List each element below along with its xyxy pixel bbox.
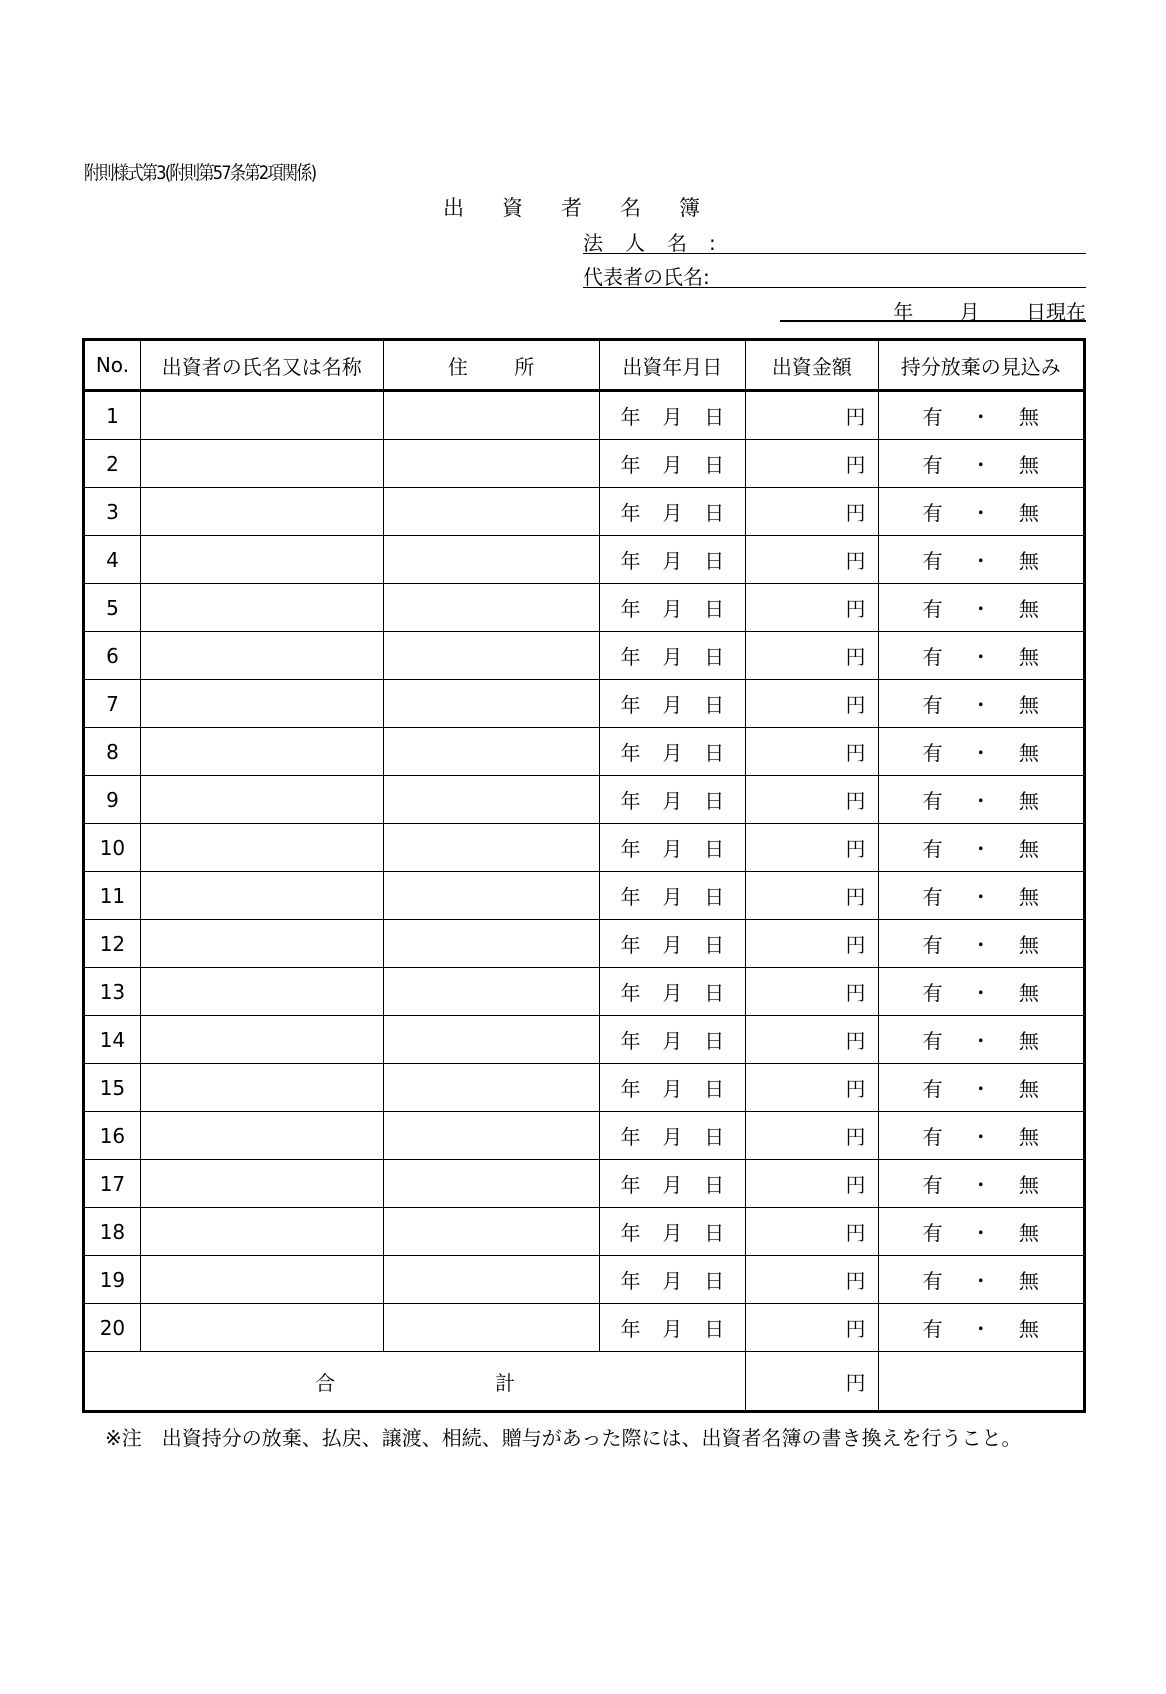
waiver-cell[interactable] (878, 776, 1085, 824)
page-title: 出資者名簿 (443, 196, 738, 220)
year-unit: 年 (620, 1317, 641, 1341)
waiver-no[interactable]: 無 (1018, 501, 1039, 525)
date-cell[interactable] (599, 680, 746, 728)
month-unit: 月 (662, 405, 683, 429)
year-unit: 年 (620, 645, 641, 669)
waiver-yes[interactable]: 有 (922, 837, 943, 861)
day-unit: 日 (704, 1317, 725, 1341)
as-of-year: 年 (893, 300, 914, 324)
waiver-no[interactable]: 無 (1018, 837, 1039, 861)
month-unit: 月 (662, 597, 683, 621)
year-unit: 年 (620, 405, 641, 429)
header-amount: 出資金額 (746, 340, 878, 391)
date-cell[interactable] (599, 1064, 746, 1112)
month-unit: 月 (662, 741, 683, 765)
date-cell[interactable] (599, 776, 746, 824)
waiver-cell[interactable] (878, 680, 1085, 728)
year-unit: 年 (620, 933, 641, 957)
waiver-no[interactable]: 無 (1018, 1173, 1039, 1197)
date-cell[interactable] (599, 1304, 746, 1352)
waiver-no[interactable]: 無 (1018, 1317, 1039, 1341)
address-cell[interactable] (383, 1304, 599, 1352)
date-cell[interactable] (599, 584, 746, 632)
date-cell[interactable] (599, 1208, 746, 1256)
month-unit: 月 (662, 933, 683, 957)
address-cell[interactable] (383, 824, 599, 872)
table-row (84, 920, 1085, 968)
waiver-cell[interactable] (878, 1304, 1085, 1352)
address-cell[interactable] (383, 1208, 599, 1256)
row-number: 2 (84, 440, 141, 488)
investor-name-cell[interactable] (140, 1304, 383, 1352)
day-unit: 日 (704, 933, 725, 957)
waiver-no[interactable]: 無 (1018, 1269, 1039, 1293)
waiver-separator: ・ (970, 597, 991, 621)
investor-name-cell[interactable] (140, 1256, 383, 1304)
year-unit: 年 (620, 1221, 641, 1245)
address-cell[interactable] (383, 440, 599, 488)
month-unit: 月 (662, 885, 683, 909)
year-unit: 年 (620, 1029, 641, 1053)
month-unit: 月 (662, 1125, 683, 1149)
investor-name-cell[interactable] (140, 1112, 383, 1160)
total-waiver-cell (878, 1352, 1085, 1412)
table-row (84, 391, 1085, 440)
waiver-yes[interactable]: 有 (922, 1269, 943, 1293)
waiver-no[interactable]: 無 (1018, 885, 1039, 909)
year-unit: 年 (620, 981, 641, 1005)
address-cell[interactable] (383, 584, 599, 632)
amount-cell[interactable]: 円 (746, 1016, 878, 1064)
day-unit: 日 (704, 1221, 725, 1245)
table-header-row (84, 340, 1085, 391)
waiver-separator: ・ (970, 1125, 991, 1149)
waiver-yes[interactable]: 有 (922, 1317, 943, 1341)
date-cell[interactable] (599, 728, 746, 776)
waiver-separator: ・ (970, 933, 991, 957)
waiver-cell[interactable] (878, 1208, 1085, 1256)
amount-cell[interactable]: 円 (746, 632, 878, 680)
waiver-separator: ・ (970, 1269, 991, 1293)
waiver-cell[interactable] (878, 824, 1085, 872)
waiver-no[interactable]: 無 (1018, 453, 1039, 477)
waiver-separator: ・ (970, 981, 991, 1005)
day-unit: 日 (704, 597, 725, 621)
waiver-separator: ・ (970, 405, 991, 429)
table-row (84, 1112, 1085, 1160)
date-cell[interactable] (599, 632, 746, 680)
amount-cell[interactable]: 円 (746, 680, 878, 728)
row-number: 8 (84, 728, 141, 776)
address-cell[interactable] (383, 968, 599, 1016)
date-cell[interactable] (599, 1016, 746, 1064)
waiver-no[interactable]: 無 (1018, 1077, 1039, 1101)
amount-cell[interactable]: 円 (746, 920, 878, 968)
waiver-separator: ・ (970, 501, 991, 525)
month-unit: 月 (662, 645, 683, 669)
amount-cell[interactable]: 円 (746, 1256, 878, 1304)
waiver-separator: ・ (970, 1077, 991, 1101)
header-no: No. (84, 340, 141, 391)
amount-cell[interactable]: 円 (746, 488, 878, 536)
year-unit: 年 (620, 1173, 641, 1197)
date-cell[interactable] (599, 536, 746, 584)
investor-name-cell[interactable] (140, 391, 383, 440)
date-cell[interactable] (599, 440, 746, 488)
investor-name-cell[interactable] (140, 536, 383, 584)
day-unit: 日 (704, 1077, 725, 1101)
investor-name-cell[interactable] (140, 1016, 383, 1064)
waiver-no[interactable]: 無 (1018, 597, 1039, 621)
waiver-cell[interactable] (878, 872, 1085, 920)
waiver-yes[interactable]: 有 (922, 405, 943, 429)
waiver-no[interactable]: 無 (1018, 933, 1039, 957)
investor-name-cell[interactable] (140, 1208, 383, 1256)
waiver-cell[interactable] (878, 488, 1085, 536)
investor-name-cell[interactable] (140, 680, 383, 728)
waiver-no[interactable]: 無 (1018, 1029, 1039, 1053)
table-row (84, 1064, 1085, 1112)
waiver-separator: ・ (970, 1029, 991, 1053)
waiver-yes[interactable]: 有 (922, 501, 943, 525)
waiver-separator: ・ (970, 645, 991, 669)
footnote: ※注 出資持分の放棄、払戻、譲渡、相続、贈与があった際には、出資者名簿の書き換えを行うこと。 (105, 1426, 1022, 1450)
address-cell[interactable] (383, 920, 599, 968)
waiver-yes[interactable]: 有 (922, 549, 943, 573)
investor-register-table (82, 338, 1086, 1413)
month-unit: 月 (662, 1077, 683, 1101)
date-cell[interactable] (599, 488, 746, 536)
row-number: 13 (84, 968, 141, 1016)
waiver-yes[interactable]: 有 (922, 1173, 943, 1197)
waiver-separator: ・ (970, 1173, 991, 1197)
waiver-separator: ・ (970, 453, 991, 477)
address-cell[interactable] (383, 1064, 599, 1112)
row-number: 14 (84, 1016, 141, 1064)
investor-name-cell[interactable] (140, 440, 383, 488)
year-unit: 年 (620, 1125, 641, 1149)
address-cell[interactable] (383, 632, 599, 680)
address-cell[interactable] (383, 1112, 599, 1160)
table-row (84, 632, 1085, 680)
waiver-cell[interactable] (878, 1016, 1085, 1064)
amount-cell[interactable]: 円 (746, 1208, 878, 1256)
row-number: 4 (84, 536, 141, 584)
investor-name-cell[interactable] (140, 920, 383, 968)
waiver-yes[interactable]: 有 (922, 741, 943, 765)
month-unit: 月 (662, 837, 683, 861)
day-unit: 日 (704, 885, 725, 909)
address-cell[interactable] (383, 776, 599, 824)
waiver-yes[interactable]: 有 (922, 693, 943, 717)
table-row (84, 440, 1085, 488)
investor-name-cell[interactable] (140, 632, 383, 680)
waiver-no[interactable]: 無 (1018, 549, 1039, 573)
month-unit: 月 (662, 501, 683, 525)
row-number: 11 (84, 872, 141, 920)
row-number: 9 (84, 776, 141, 824)
day-unit: 日 (704, 501, 725, 525)
waiver-yes[interactable]: 有 (922, 885, 943, 909)
waiver-separator: ・ (970, 693, 991, 717)
waiver-separator: ・ (970, 1317, 991, 1341)
year-unit: 年 (620, 741, 641, 765)
month-unit: 月 (662, 1269, 683, 1293)
year-unit: 年 (620, 597, 641, 621)
waiver-cell[interactable] (878, 1064, 1085, 1112)
representative-name-label: 代表者の氏名: (583, 265, 710, 289)
as-of-date-field[interactable] (780, 296, 1086, 322)
amount-cell[interactable]: 円 (746, 391, 878, 440)
address-cell[interactable] (383, 872, 599, 920)
table-row (84, 824, 1085, 872)
waiver-no[interactable]: 無 (1018, 981, 1039, 1005)
waiver-yes[interactable]: 有 (922, 597, 943, 621)
day-unit: 日 (704, 405, 725, 429)
waiver-yes[interactable]: 有 (922, 981, 943, 1005)
date-cell[interactable] (599, 920, 746, 968)
waiver-no[interactable]: 無 (1018, 741, 1039, 765)
investor-name-cell[interactable] (140, 584, 383, 632)
day-unit: 日 (704, 453, 725, 477)
waiver-yes[interactable]: 有 (922, 789, 943, 813)
amount-cell[interactable]: 円 (746, 440, 878, 488)
day-unit: 日 (704, 1173, 725, 1197)
month-unit: 月 (662, 549, 683, 573)
address-cell[interactable] (383, 536, 599, 584)
year-unit: 年 (620, 693, 641, 717)
waiver-separator: ・ (970, 837, 991, 861)
row-number: 16 (84, 1112, 141, 1160)
waiver-no[interactable]: 無 (1018, 693, 1039, 717)
amount-cell[interactable]: 円 (746, 1112, 878, 1160)
day-unit: 日 (704, 693, 725, 717)
table-row (84, 872, 1085, 920)
address-cell[interactable] (383, 680, 599, 728)
header-waiver: 持分放棄の見込み (878, 340, 1085, 391)
amount-cell[interactable]: 円 (746, 728, 878, 776)
waiver-no[interactable]: 無 (1018, 645, 1039, 669)
investor-name-cell[interactable] (140, 872, 383, 920)
date-cell[interactable] (599, 1256, 746, 1304)
day-unit: 日 (704, 981, 725, 1005)
table-row (84, 728, 1085, 776)
waiver-yes[interactable]: 有 (922, 645, 943, 669)
amount-cell[interactable]: 円 (746, 1064, 878, 1112)
waiver-yes[interactable]: 有 (922, 453, 943, 477)
month-unit: 月 (662, 693, 683, 717)
investor-name-cell[interactable] (140, 728, 383, 776)
year-unit: 年 (620, 1077, 641, 1101)
total-row (84, 1352, 1085, 1412)
year-unit: 年 (620, 837, 641, 861)
waiver-yes[interactable]: 有 (922, 1029, 943, 1053)
address-cell[interactable] (383, 488, 599, 536)
corporation-name-field[interactable] (583, 227, 1086, 254)
representative-name-field[interactable] (583, 261, 1086, 288)
day-unit: 日 (704, 1269, 725, 1293)
form-reference: 附則様式第3(附則第57条第2項関係) (84, 162, 316, 184)
year-unit: 年 (620, 549, 641, 573)
waiver-cell[interactable] (878, 968, 1085, 1016)
row-number: 17 (84, 1160, 141, 1208)
corporation-name-label: 法人名: (583, 231, 738, 255)
address-cell[interactable] (383, 728, 599, 776)
row-number: 7 (84, 680, 141, 728)
date-cell[interactable] (599, 968, 746, 1016)
month-unit: 月 (662, 1173, 683, 1197)
waiver-cell[interactable] (878, 632, 1085, 680)
table-row (84, 1256, 1085, 1304)
row-number: 20 (84, 1304, 141, 1352)
table-row (84, 1160, 1085, 1208)
day-unit: 日 (704, 549, 725, 573)
row-number: 6 (84, 632, 141, 680)
table-row (84, 680, 1085, 728)
investor-name-cell[interactable] (140, 776, 383, 824)
waiver-yes[interactable]: 有 (922, 1077, 943, 1101)
day-unit: 日 (704, 837, 725, 861)
header-date: 出資年月日 (599, 340, 746, 391)
waiver-cell[interactable] (878, 584, 1085, 632)
investor-name-cell[interactable] (140, 488, 383, 536)
investor-name-cell[interactable] (140, 824, 383, 872)
table-row (84, 1208, 1085, 1256)
total-label-2: 計 (495, 1370, 516, 1395)
header-address: 住 所 (383, 340, 599, 391)
waiver-separator: ・ (970, 885, 991, 909)
month-unit: 月 (662, 789, 683, 813)
address-cell[interactable] (383, 1160, 599, 1208)
amount-cell[interactable]: 円 (746, 536, 878, 584)
waiver-cell[interactable] (878, 1256, 1085, 1304)
day-unit: 日 (704, 1029, 725, 1053)
year-unit: 年 (620, 501, 641, 525)
date-cell[interactable] (599, 872, 746, 920)
amount-cell[interactable]: 円 (746, 872, 878, 920)
waiver-cell[interactable] (878, 391, 1085, 440)
day-unit: 日 (704, 1125, 725, 1149)
investor-name-cell[interactable] (140, 968, 383, 1016)
waiver-separator: ・ (970, 1221, 991, 1245)
month-unit: 月 (662, 981, 683, 1005)
row-number: 15 (84, 1064, 141, 1112)
total-amount-cell[interactable]: 円 (746, 1352, 878, 1412)
investor-name-cell[interactable] (140, 1160, 383, 1208)
date-cell[interactable] (599, 391, 746, 440)
total-label-1: 合 (315, 1370, 336, 1395)
amount-cell[interactable]: 円 (746, 824, 878, 872)
investor-name-cell[interactable] (140, 1064, 383, 1112)
row-number: 12 (84, 920, 141, 968)
day-unit: 日 (704, 645, 725, 669)
amount-cell[interactable]: 円 (746, 1304, 878, 1352)
as-of-month: 月 (959, 300, 980, 324)
month-unit: 月 (662, 1029, 683, 1053)
address-cell[interactable] (383, 391, 599, 440)
waiver-cell[interactable] (878, 1112, 1085, 1160)
waiver-separator: ・ (970, 741, 991, 765)
table-row (84, 584, 1085, 632)
year-unit: 年 (620, 1269, 641, 1293)
amount-cell[interactable]: 円 (746, 968, 878, 1016)
header-name: 出資者の氏名又は名称 (140, 340, 383, 391)
row-number: 10 (84, 824, 141, 872)
table-row (84, 776, 1085, 824)
waiver-no[interactable]: 無 (1018, 1221, 1039, 1245)
row-number: 19 (84, 1256, 141, 1304)
table-row (84, 1304, 1085, 1352)
waiver-yes[interactable]: 有 (922, 933, 943, 957)
row-number: 3 (84, 488, 141, 536)
year-unit: 年 (620, 789, 641, 813)
table-row (84, 968, 1085, 1016)
row-number: 5 (84, 584, 141, 632)
waiver-cell[interactable] (878, 1160, 1085, 1208)
row-number: 18 (84, 1208, 141, 1256)
day-unit: 日 (704, 741, 725, 765)
amount-cell[interactable]: 円 (746, 1160, 878, 1208)
date-cell[interactable] (599, 824, 746, 872)
waiver-no[interactable]: 無 (1018, 1125, 1039, 1149)
month-unit: 月 (662, 453, 683, 477)
waiver-cell[interactable] (878, 536, 1085, 584)
day-unit: 日 (704, 789, 725, 813)
waiver-no[interactable]: 無 (1018, 405, 1039, 429)
month-unit: 月 (662, 1317, 683, 1341)
date-cell[interactable] (599, 1112, 746, 1160)
amount-cell[interactable]: 円 (746, 776, 878, 824)
address-cell[interactable] (383, 1016, 599, 1064)
table-row (84, 488, 1085, 536)
waiver-cell[interactable] (878, 440, 1085, 488)
as-of-day: 日現在 (1026, 300, 1086, 324)
waiver-separator: ・ (970, 549, 991, 573)
month-unit: 月 (662, 1221, 683, 1245)
waiver-separator: ・ (970, 789, 991, 813)
amount-cell[interactable]: 円 (746, 584, 878, 632)
total-label-cell (84, 1352, 746, 1412)
address-cell[interactable] (383, 1256, 599, 1304)
year-unit: 年 (620, 885, 641, 909)
table-row (84, 536, 1085, 584)
waiver-cell[interactable] (878, 920, 1085, 968)
table-row (84, 1016, 1085, 1064)
waiver-yes[interactable]: 有 (922, 1125, 943, 1149)
date-cell[interactable] (599, 1160, 746, 1208)
waiver-no[interactable]: 無 (1018, 789, 1039, 813)
row-number: 1 (84, 391, 141, 440)
waiver-cell[interactable] (878, 728, 1085, 776)
waiver-yes[interactable]: 有 (922, 1221, 943, 1245)
year-unit: 年 (620, 453, 641, 477)
